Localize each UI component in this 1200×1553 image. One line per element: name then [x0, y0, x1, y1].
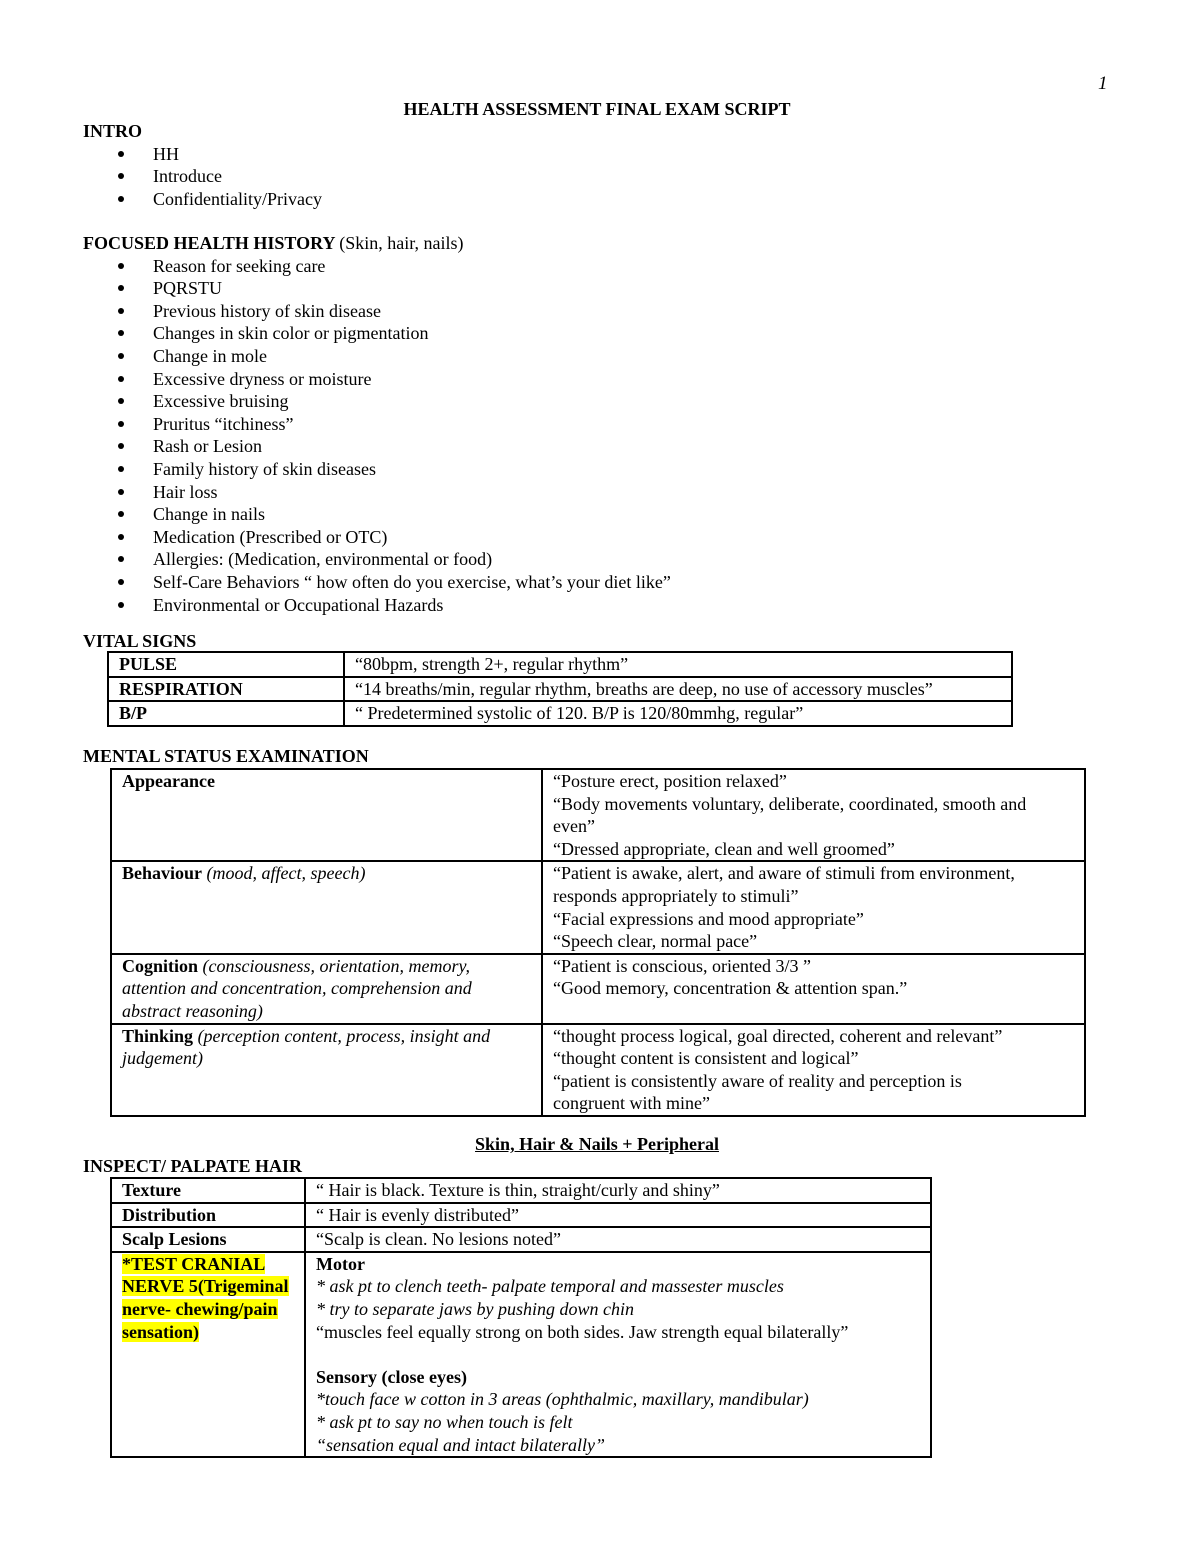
history-section — [83, 232, 671, 616]
sensory-result: “sensation equal and intact bilaterally” — [316, 1434, 605, 1455]
mental-line: even” — [553, 816, 595, 837]
mental-line: “Patient is conscious, oriented 3/3 ” — [553, 955, 811, 976]
list-item: Previous history of skin disease — [83, 300, 671, 323]
mental-label: Appearance — [122, 771, 215, 791]
vitals-heading: VITAL SIGNS — [83, 631, 197, 651]
mental-note: (perception content, process, insight and judgement) — [122, 1025, 491, 1069]
list-item: Allergies: (Medication, environmental or food) — [83, 548, 671, 571]
list-item: Self-Care Behaviors “ how often do you exercise, what’s your diet like” — [83, 571, 671, 594]
history-heading-text: FOCUSED HEALTH HISTORY — [83, 233, 335, 253]
table-row — [111, 1178, 931, 1203]
list-item: Excessive bruising — [83, 390, 671, 413]
page-number: 1 — [1098, 73, 1108, 94]
table-row — [111, 1203, 931, 1228]
history-heading — [83, 232, 671, 255]
list-item: Family history of skin diseases — [83, 458, 671, 481]
table-row — [108, 652, 1012, 677]
spacer — [316, 1343, 920, 1366]
hair-value: “Scalp is clean. No lesions noted” — [305, 1227, 931, 1252]
intro-section — [83, 120, 322, 210]
hair-table — [110, 1177, 932, 1458]
list-item: Change in nails — [83, 503, 671, 526]
list-item: Change in mole — [83, 345, 671, 368]
mental-line: responds appropriately to stimuli” — [553, 885, 799, 906]
motor-step: * ask pt to clench teeth- palpate temporal and massester muscles — [316, 1276, 784, 1297]
section-title: Skin, Hair & Nails + Peripheral — [475, 1134, 719, 1154]
list-item: Reason for seeking care — [83, 255, 671, 278]
list-item: Changes in skin color or pigmentation — [83, 322, 671, 345]
mental-line: “patient is consistently aware of reality and perception is — [553, 1070, 962, 1091]
motor-step: * try to separate jaws by pushing down chin — [316, 1298, 634, 1319]
hair-label: Distribution — [111, 1203, 305, 1228]
table-row — [108, 701, 1012, 726]
cranial-nerve-label: *TEST CRANIAL NERVE 5(Trigeminal nerve- chewing/pain sensation) — [122, 1253, 289, 1342]
mental-value-cell — [542, 861, 1085, 953]
table-row — [111, 769, 1085, 861]
sensory-step: *touch face w cotton in 3 areas (ophthalmic, maxillary, mandibular) — [316, 1389, 809, 1410]
list-item: HH — [83, 143, 322, 166]
vitals-label: PULSE — [108, 652, 344, 677]
table-row — [108, 677, 1012, 702]
vitals-value: “ Predetermined systolic of 120. B/P is 120/80mmhg, regular” — [344, 701, 1012, 726]
history-heading-note: (Skin, hair, nails) — [339, 233, 464, 253]
hair-heading: INSPECT/ PALPATE HAIR — [83, 1156, 303, 1176]
vitals-label: RESPIRATION — [108, 677, 344, 702]
sensory-heading: Sensory (close eyes) — [316, 1366, 467, 1387]
mental-label: Thinking — [122, 1025, 194, 1046]
list-item: Excessive dryness or moisture — [83, 368, 671, 391]
mental-note: (consciousness, orientation, memory, attention and concentration, comprehension and abstract reasoning) — [122, 955, 472, 1021]
table-row — [111, 954, 1085, 1024]
table-row — [111, 1252, 931, 1457]
motor-heading: Motor — [316, 1253, 365, 1274]
hair-label: Texture — [111, 1178, 305, 1203]
vitals-label: B/P — [108, 701, 344, 726]
list-item: Environmental or Occupational Hazards — [83, 594, 671, 617]
mental-label: Behaviour — [122, 863, 203, 884]
mental-label: Cognition — [122, 955, 199, 976]
sensory-step: * ask pt to say no when touch is felt — [316, 1411, 573, 1432]
list-item: Introduce — [83, 165, 322, 188]
intro-heading: INTRO — [83, 121, 143, 141]
mental-line: “Speech clear, normal pace” — [553, 931, 758, 952]
mental-table — [110, 768, 1086, 1117]
document-title: HEALTH ASSESSMENT FINAL EXAM SCRIPT — [403, 99, 791, 119]
cranial-label-cell — [111, 1252, 305, 1457]
intro-list — [83, 143, 322, 211]
mental-line: “Dressed appropriate, clean and well groomed” — [553, 838, 895, 859]
table-row — [111, 1024, 1085, 1116]
list-item: Hair loss — [83, 481, 671, 504]
list-item: PQRSTU — [83, 277, 671, 300]
mental-label-cell — [111, 1024, 542, 1116]
motor-result: “muscles feel equally strong on both sides. Jaw strength equal bilaterally” — [316, 1321, 849, 1342]
mental-line: “thought process logical, goal directed, coherent and relevant” — [553, 1025, 1003, 1046]
list-item: Medication (Prescribed or OTC) — [83, 526, 671, 549]
list-item: Pruritus “itchiness” — [83, 413, 671, 436]
mental-line: “Posture erect, position relaxed” — [553, 771, 787, 791]
hair-value: “ Hair is black. Texture is thin, straight/curly and shiny” — [305, 1178, 931, 1203]
cranial-detail-cell — [305, 1252, 931, 1457]
hair-value: “ Hair is evenly distributed” — [305, 1203, 931, 1228]
mental-label-cell — [111, 769, 542, 861]
table-row — [111, 861, 1085, 953]
mental-line: “Facial expressions and mood appropriate” — [553, 908, 864, 929]
vitals-table — [107, 651, 1013, 727]
hair-label: Scalp Lesions — [111, 1227, 305, 1252]
mental-label-cell — [111, 861, 542, 953]
mental-line: “Good memory, concentration & attention span.” — [553, 978, 908, 999]
table-row — [111, 1227, 931, 1252]
mental-note: (mood, affect, speech) — [206, 863, 366, 884]
vitals-value: “14 breaths/min, regular rhythm, breaths are deep, no use of accessory muscles” — [344, 677, 1012, 702]
mental-line: “thought content is consistent and logical” — [553, 1048, 859, 1069]
mental-line: “Patient is awake, alert, and aware of stimuli from environment, — [553, 863, 1015, 884]
mental-heading: MENTAL STATUS EXAMINATION — [83, 746, 369, 766]
list-item: Rash or Lesion — [83, 435, 671, 458]
vitals-value: “80bpm, strength 2+, regular rhythm” — [344, 652, 1012, 677]
mental-value-cell — [542, 1024, 1085, 1116]
mental-line: congruent with mine” — [553, 1093, 710, 1114]
history-list — [83, 255, 671, 617]
mental-line: “Body movements voluntary, deliberate, coordinated, smooth and — [553, 793, 1027, 814]
mental-value-cell — [542, 769, 1085, 861]
list-item: Confidentiality/Privacy — [83, 188, 322, 211]
mental-label-cell — [111, 954, 542, 1024]
mental-value-cell — [542, 954, 1085, 1024]
